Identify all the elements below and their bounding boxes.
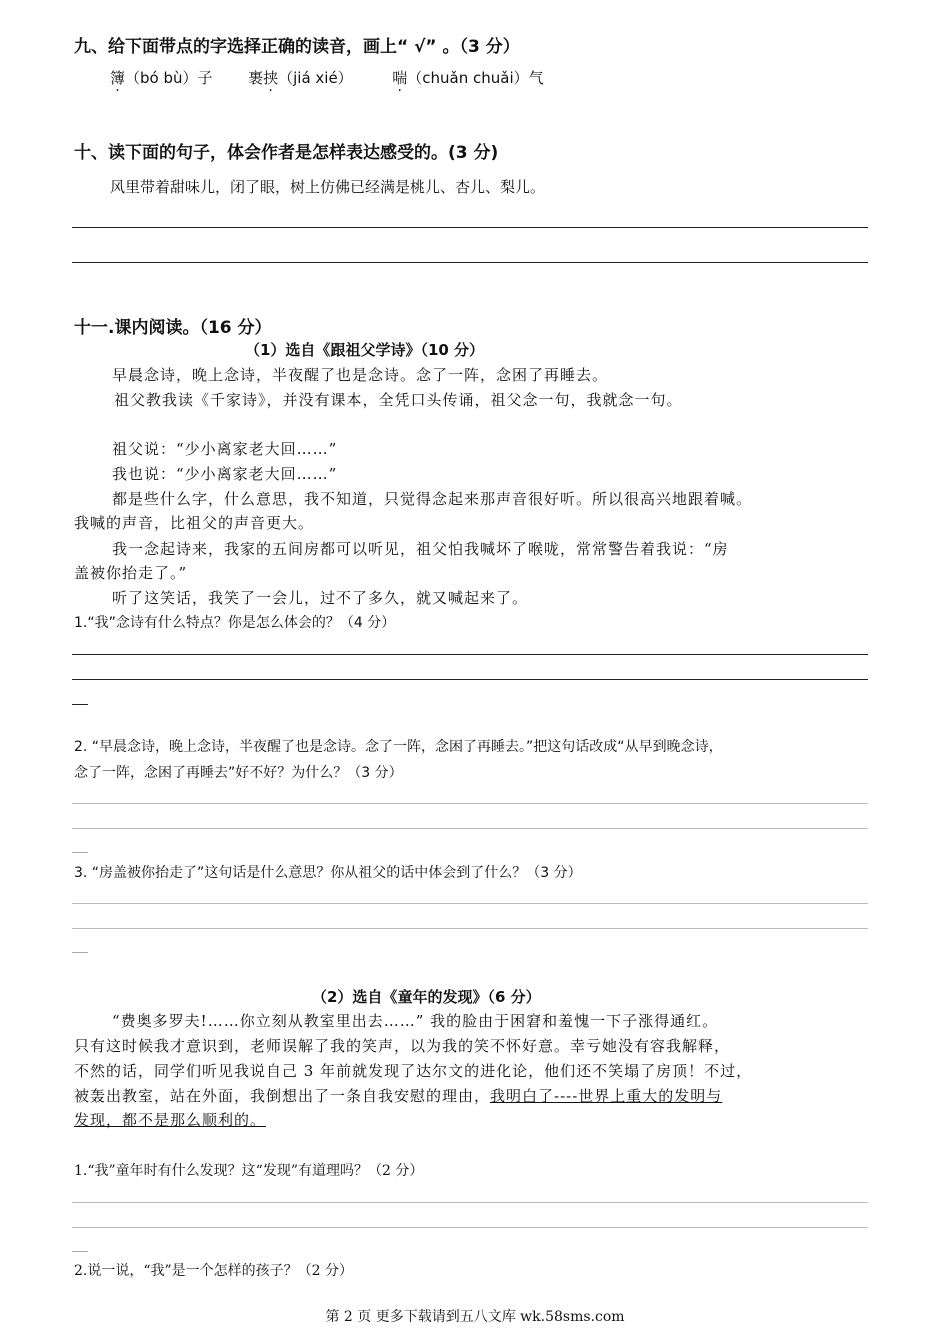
answer-line <box>72 828 868 829</box>
answer-line <box>72 654 868 655</box>
passage-1-title: （1）选自《跟祖父学诗》（10 分） <box>245 341 485 359</box>
answer-line-end <box>72 1251 88 1252</box>
passage-1-line: 早晨念诗，晚上念诗，半夜醒了也是念诗。念了一阵，念困了再睡去。 <box>112 366 609 384</box>
question-3: 3. “房盖被你抬走了”这句话是什么意思？你从祖父的话中体会到了什么？（3 分） <box>74 865 582 881</box>
passage-2-line: “费奥多罗夫!……你立刻从教室里出去……” 我的脸由于困窘和羞愧一下子涨得通红。 <box>112 1012 719 1030</box>
question-2-line-1: 2. “早晨念诗，晚上念诗，半夜醒了也是念诗。念了一阵，念困了再睡去。”把这句话改成“从早到晚念诗， <box>74 739 723 755</box>
passage-1-line: 我一念起诗来，我家的五间房都可以听见，祖父怕我喊坏了喉咙，常常警告着我说：“房 <box>112 540 729 558</box>
passage-2-line: 只有这时候我才意识到，老师误解了我的笑声，以为我的笑不怀好意。幸亏她没有容我解释， <box>74 1037 731 1055</box>
answer-line <box>72 1227 868 1228</box>
passage-1-line: 祖父说：“少小离家老大回……” <box>112 440 338 458</box>
page-footer: 第 2 页 更多下载请到五八文库 wk.58sms.com <box>325 1309 625 1325</box>
passage-1-line: 听了这笑话，我笑了一会儿，过不了多久，就又喊起来了。 <box>112 589 529 607</box>
answer-line <box>72 928 868 929</box>
section-10-sentence: 风里带着甜味儿，闭了眼，树上仿佛已经满是桃儿、杏儿、梨儿。 <box>110 178 546 196</box>
passage-2-line: 不然的话，同学们听见我说自己 3 年前就发现了达尔文的进化论，他们还不笑塌了房顶！不过， <box>74 1062 753 1080</box>
answer-line <box>72 227 868 228</box>
passage-1-line: 祖父教我读《千家诗》，并没有课本，全凭口头传诵，祖父念一句，我就念一句。 <box>114 391 683 409</box>
answer-line <box>72 679 868 680</box>
section-11-heading: 十一.课内阅读。（16 分） <box>74 318 272 338</box>
question-1: 1.“我”念诗有什么特点？你是怎么体会的？（4 分） <box>74 615 396 631</box>
passage-1-line: 都是些什么字，什么意思，我不知道，只觉得念起来那声音很好听。所以很高兴地跟着喊。 <box>112 490 753 508</box>
passage-1-line: 盖被你抬走了。” <box>74 564 188 582</box>
section-9-items <box>110 67 544 88</box>
passage-2-question-1: 1.“我”童年时有什么发现？这“发现”有道理吗？（2 分） <box>74 1163 424 1179</box>
pinyin-choice: （jiá xié） <box>278 69 353 87</box>
passage-2-question-2: 2.说一说，“我”是一个怎样的孩子？（2 分） <box>74 1263 354 1279</box>
passage-2-line <box>74 1085 722 1106</box>
underlined-sentence: 我明白了----世界上重大的发明与 <box>490 1087 723 1105</box>
answer-line-end <box>72 952 88 953</box>
plain-char: 裹 <box>248 69 264 87</box>
passage-1-line: 我喊的声音，比祖父的声音更大。 <box>74 514 315 532</box>
answer-line-end <box>72 852 88 853</box>
pinyin-choice: （chuǎn chuǎi）气 <box>407 69 544 87</box>
answer-line-end <box>72 704 88 705</box>
passage-2-text: 被轰出教室，站在外面，我倒想出了一条自我安慰的理由， <box>74 1087 491 1105</box>
answer-line <box>72 1202 868 1203</box>
section-10-heading: 十、读下面的句子，体会作者是怎样表达感受的。(3 分) <box>74 143 499 163</box>
question-2-line-2: 念了一阵，念困了再睡去”好不好？为什么？（3 分） <box>74 765 403 781</box>
dotted-char: 簿 <box>110 69 126 87</box>
pinyin-choice: （bó bù）子 <box>125 69 213 87</box>
dotted-char: 挟 <box>263 69 279 87</box>
underlined-sentence: 发现，都不是那么顺利的。 <box>74 1111 267 1129</box>
passage-2-title: （2）选自《童年的发现》（6 分） <box>312 988 541 1006</box>
passage-1-line: 我也说：“少小离家老大回……” <box>112 465 338 483</box>
answer-line <box>72 903 868 904</box>
answer-line <box>72 262 868 263</box>
answer-line <box>72 803 868 804</box>
section-9-heading: 九、给下面带点的字选择正确的读音，画上“ √” 。（3 分） <box>74 37 520 57</box>
dotted-char: 喘 <box>392 69 408 87</box>
